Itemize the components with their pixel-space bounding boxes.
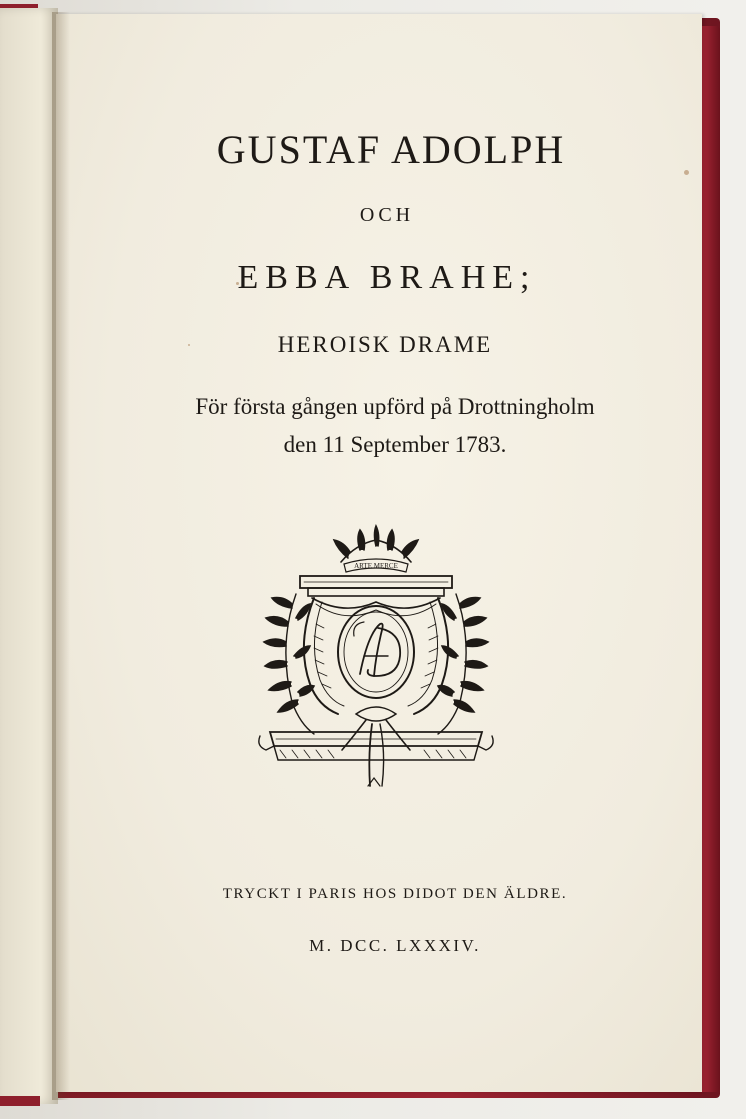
title-line-2: EBBA BRAHE;	[237, 259, 537, 296]
book-cover-edge	[702, 26, 720, 1092]
publication-year: M. DCC. LXXXIV.	[309, 936, 481, 955]
left-cover-corner-bottom	[0, 1096, 40, 1106]
genre-line: HEROISK DRAME	[277, 332, 493, 357]
title-page	[56, 14, 702, 1092]
title-line-1: GUSTAF ADOLPH	[216, 127, 566, 172]
performance-line-2: den 11 September 1783.	[283, 432, 507, 457]
imprint-line: TRYCKT I PARIS HOS DIDOT DEN ÄLDRE.	[222, 886, 568, 902]
book-gutter	[52, 12, 70, 1100]
monogram-vignette-icon	[256, 524, 496, 799]
performance-line-1: För första gången upförd på Drottningholm	[195, 394, 595, 419]
left-facing-page	[0, 8, 58, 1104]
title-conjunction: OCH	[359, 204, 415, 226]
vignette-ribbon-text: ARTE MERCE	[354, 562, 398, 570]
